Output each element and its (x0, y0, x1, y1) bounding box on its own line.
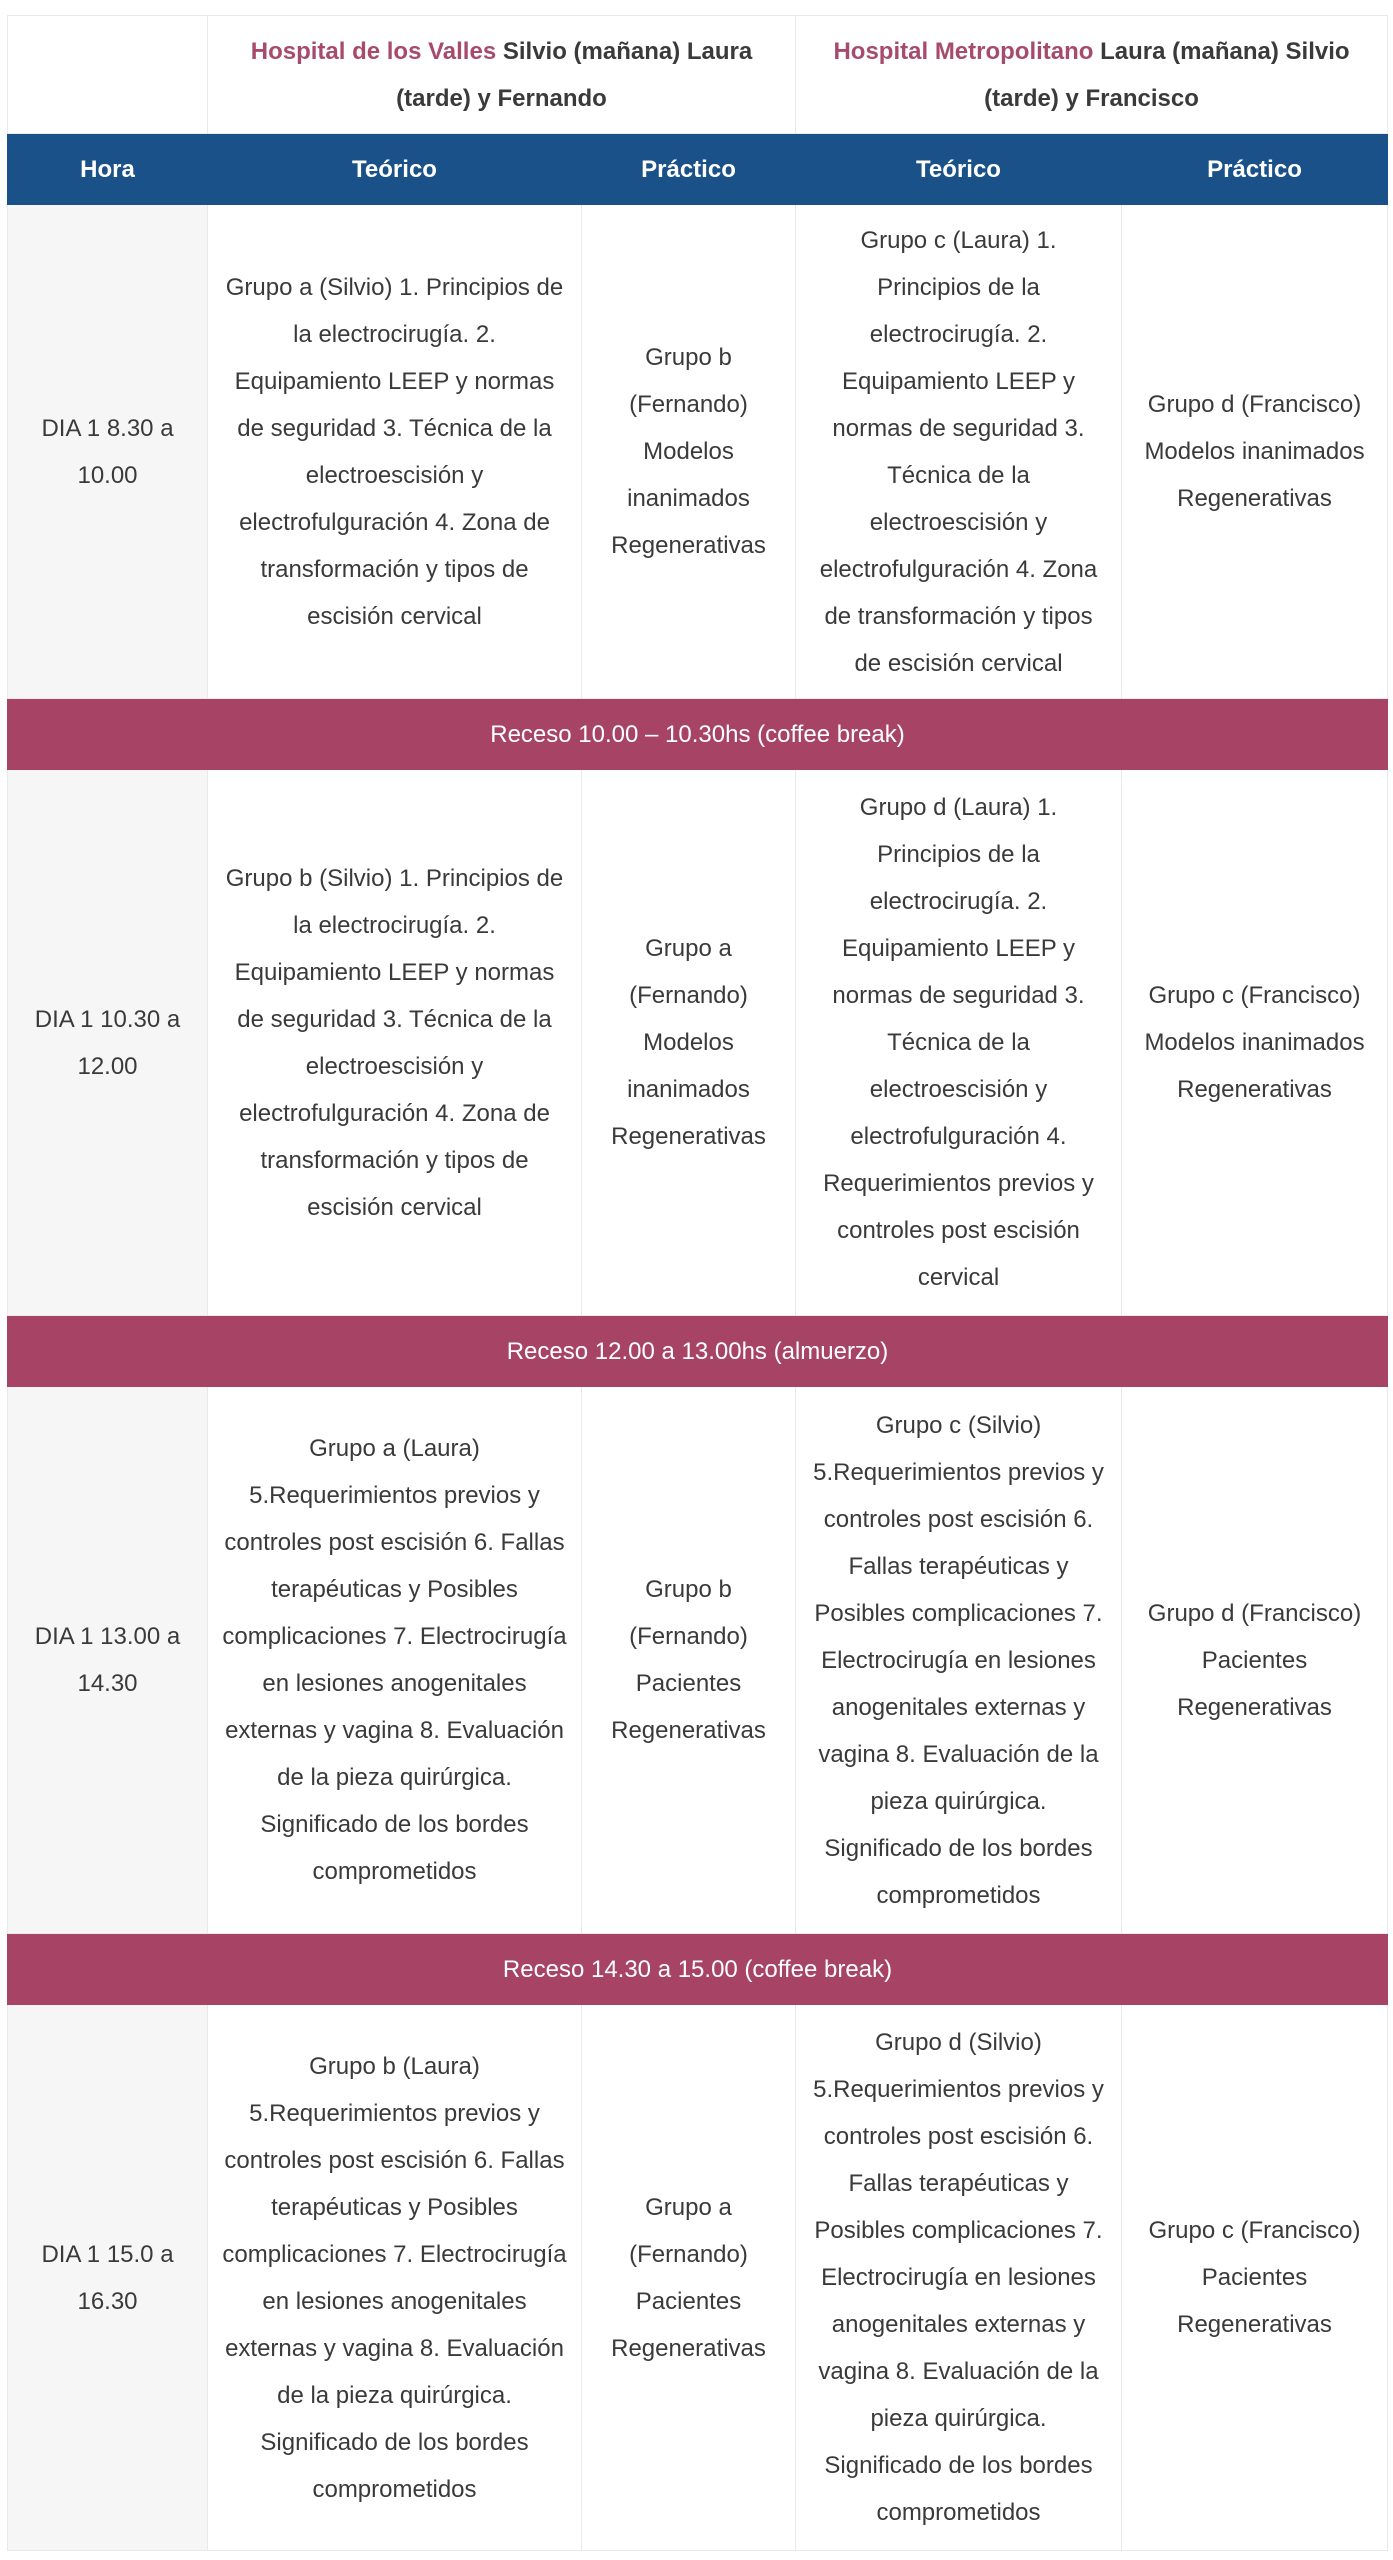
slot-metro-teorico: Grupo d (Laura) 1. Principios de la electrocirugía. 2. Equipamiento LEEP y normas de seguridad 3. Técnica de la electroescisión y electrofulguración 4. Requerimientos previos y controles post escisión cervical (796, 770, 1122, 1316)
hospital-corner-cell (8, 16, 208, 134)
hospital-valles-name: Hospital de los Valles (250, 37, 497, 65)
break-label: Receso 14.30 a 15.00 (coffee break) (8, 1934, 1388, 2005)
break-label: Receso 12.00 a 13.00hs (almuerzo) (8, 1316, 1388, 1387)
slot-hora: DIA 1 8.30 a 10.00 (8, 205, 208, 699)
slot-valles-practico: Grupo b (Fernando) Modelos inanimados Regenerativas (582, 205, 796, 699)
hospital-metropolitano-name: Hospital Metropolitano (833, 37, 1094, 65)
table-row (8, 205, 1388, 699)
break-row (8, 1316, 1388, 1387)
break-row (8, 699, 1388, 770)
header-row (8, 134, 1388, 205)
slot-valles-teorico: Grupo a (Laura) 5.Requerimientos previos y controles post escisión 6. Fallas terapéuticas y Posibles complicaciones 7. Electrocirugía en lesiones anogenitales externas y vagina 8. Evaluación de la pieza quirúrgica. Significado de los bordes comprometidos (208, 1387, 582, 1934)
slot-valles-teorico: Grupo b (Laura) 5.Requerimientos previos y controles post escisión 6. Fallas terapéuticas y Posibles complicaciones 7. Electrocirugía en lesiones anogenitales externas y vagina 8. Evaluación de la pieza quirúrgica. Significado de los bordes comprometidos (208, 2005, 582, 2551)
slot-valles-teorico: Grupo a (Silvio) 1. Principios de la electrocirugía. 2. Equipamiento LEEP y normas de seguridad 3. Técnica de la electroescisión y electrofulguración 4. Zona de transformación y tipos de escisión cervical (208, 205, 582, 699)
slot-valles-teorico: Grupo b (Silvio) 1. Principios de la electrocirugía. 2. Equipamiento LEEP y normas de seguridad 3. Técnica de la electroescisión y electrofulguración 4. Zona de transformación y tipos de escisión cervical (208, 770, 582, 1316)
header-valles-practico: Práctico (582, 134, 796, 205)
slot-metro-teorico: Grupo c (Silvio) 5.Requerimientos previos y controles post escisión 6. Fallas terapéuticas y Posibles complicaciones 7. Electrocirugía en lesiones anogenitales externas y vagina 8. Evaluación de la pieza quirúrgica. Significado de los bordes comprometidos (796, 1387, 1122, 1934)
hospital-valles-cell (208, 16, 796, 134)
slot-valles-practico: Grupo a (Fernando) Pacientes Regenerativas (582, 2005, 796, 2551)
table-row (8, 2005, 1388, 2551)
hospital-metropolitano-staff: Laura (mañana) Silvio (tarde) y Francisco (984, 37, 1350, 112)
hospital-row (8, 16, 1388, 134)
slot-metro-practico: Grupo c (Francisco) Pacientes Regenerativas (1122, 2005, 1388, 2551)
schedule-table (7, 15, 1388, 2551)
slot-metro-practico: Grupo d (Francisco) Modelos inanimados Regenerativas (1122, 205, 1388, 699)
slot-hora: DIA 1 15.0 a 16.30 (8, 2005, 208, 2551)
hospital-valles-staff: Silvio (mañana) Laura (tarde) y Fernando (396, 37, 753, 112)
header-valles-teorico: Teórico (208, 134, 582, 205)
break-row (8, 1934, 1388, 2005)
header-metro-practico: Práctico (1122, 134, 1388, 205)
slot-metro-practico: Grupo c (Francisco) Modelos inanimados Regenerativas (1122, 770, 1388, 1316)
slot-metro-teorico: Grupo c (Laura) 1. Principios de la electrocirugía. 2. Equipamiento LEEP y normas de seguridad 3. Técnica de la electroescisión y electrofulguración 4. Zona de transformación y tipos de escisión cervical (796, 205, 1122, 699)
slot-metro-teorico: Grupo d (Silvio) 5.Requerimientos previos y controles post escisión 6. Fallas terapéuticas y Posibles complicaciones 7. Electrocirugía en lesiones anogenitales externas y vagina 8. Evaluación de la pieza quirúrgica. Significado de los bordes comprometidos (796, 2005, 1122, 2551)
header-metro-teorico: Teórico (796, 134, 1122, 205)
slot-metro-practico: Grupo d (Francisco) Pacientes Regenerativas (1122, 1387, 1388, 1934)
slot-valles-practico: Grupo b (Fernando) Pacientes Regenerativas (582, 1387, 796, 1934)
table-row (8, 1387, 1388, 1934)
table-row (8, 770, 1388, 1316)
hospital-metropolitano-cell (796, 16, 1388, 134)
slot-hora: DIA 1 10.30 a 12.00 (8, 770, 208, 1316)
slot-hora: DIA 1 13.00 a 14.30 (8, 1387, 208, 1934)
slot-valles-practico: Grupo a (Fernando) Modelos inanimados Regenerativas (582, 770, 796, 1316)
break-label: Receso 10.00 – 10.30hs (coffee break) (8, 699, 1388, 770)
header-hora: Hora (8, 134, 208, 205)
